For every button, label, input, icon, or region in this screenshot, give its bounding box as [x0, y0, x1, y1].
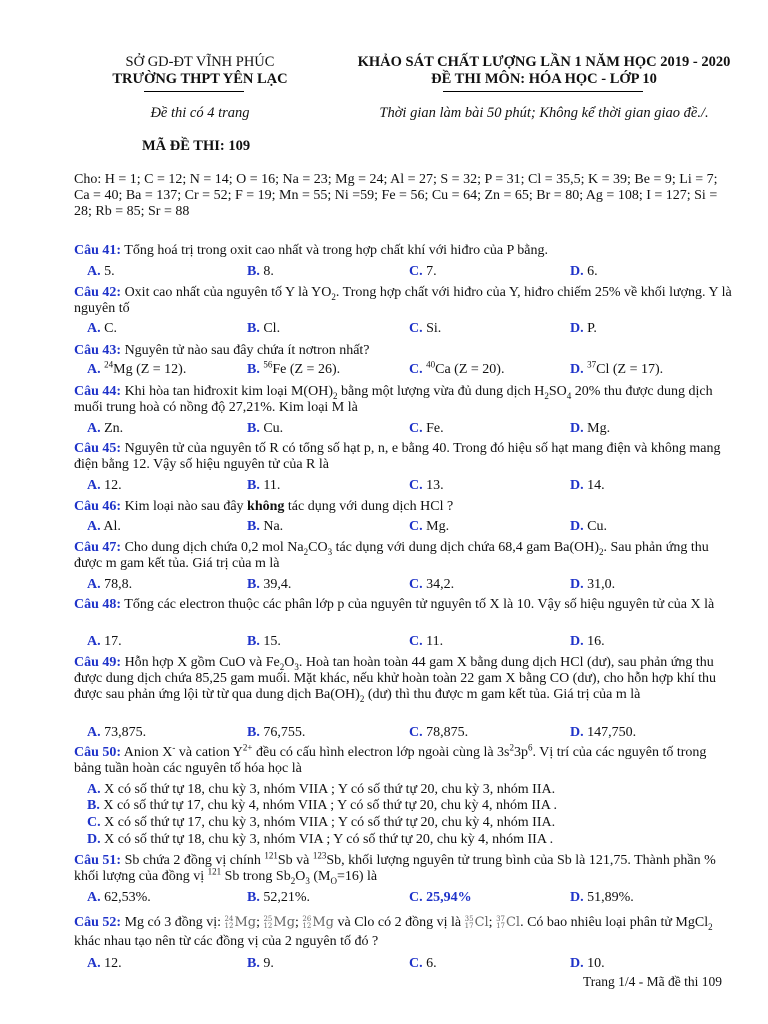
q42-option-c: C. Si.	[409, 321, 442, 336]
q48-option-c: C. 11.	[409, 634, 444, 649]
q49-option-a: A. 73,875.	[87, 725, 147, 740]
question-label: Câu 41:	[74, 243, 122, 258]
exam-code-label: MÃ ĐỀ THI	[142, 138, 220, 154]
q51-option-c: C. 25,94%	[409, 890, 472, 905]
q46-option-a: A. Al.	[87, 519, 121, 534]
q50-option-d: D. X có số thứ tự 18, chu kỳ 3, nhóm VIA ; Y có số thứ tự 20, chu kỳ 4, nhóm IIA .	[87, 832, 554, 847]
page-footer: Trang 1/4 - Mã đề thi 109	[583, 974, 722, 989]
q51-option-a: A. 62,53%.	[87, 890, 151, 905]
page-count-note: Đề thi có 4 trang	[150, 105, 250, 121]
question-42: Câu 42: Oxit cao nhất của nguyên tố Y là $YO_2$. Trong hợp chất với hiđro của Y, hiđro chiếm 25% về khối lượng. Y là nguyên tố	[74, 285, 732, 316]
q41-option-d: D. 6.	[570, 264, 598, 279]
q52-option-b: B. 9.	[247, 956, 274, 971]
department-name: SỞ GD-ĐT VĨNH PHÚC	[125, 54, 275, 70]
q47-option-a: A. 78,8.	[87, 577, 133, 592]
q43-option-d: D. $^{37}$Cl (Z = 17).	[570, 359, 664, 377]
q45-option-a: A. 12.	[87, 478, 122, 493]
exam-title: KHẢO SÁT CHẤT LƯỢNG LẦN 1 NĂM HỌC 2019 - 2020	[357, 54, 731, 70]
q48-option-d: D. 16.	[570, 634, 605, 649]
q46-option-b: B. Na.	[247, 519, 284, 534]
question-text: Tổng hoá trị trong oxit cao nhất và trong hợp chất khí với hiđro của P bằng.	[121, 243, 549, 258]
isotope-notation: 24 12 Mg	[224, 914, 257, 930]
q51-option-d: D. 51,89%.	[570, 890, 634, 905]
q52-option-d: D. 10.	[570, 956, 605, 971]
q44-option-d: D. Mg.	[570, 421, 611, 436]
question-43: Câu 43: Nguyên tử nào sau đây chứa ít nơtron nhất?	[74, 343, 370, 358]
q47-option-c: C. 34,2.	[409, 577, 455, 592]
q47-option-d: D. 31,0.	[570, 577, 616, 592]
isotope-notation: 37 17 Cl	[496, 914, 521, 930]
q50-option-c: C. X có số thứ tự 17, chu kỳ 3, nhóm VIIA ; Y có số thứ tự 20, chu kỳ 4, nhóm IIA.	[87, 815, 556, 830]
header-divider-left	[144, 91, 244, 92]
q47-option-b: B. 39,4.	[247, 577, 292, 592]
header-divider-right	[443, 91, 643, 92]
q46-option-d: D. Cu.	[570, 519, 607, 534]
q52-option-a: A. 12.	[87, 956, 122, 971]
q45-option-d: D. 14.	[570, 478, 605, 493]
cl-isotopes: 35 17 Cl; 37 17 Cl	[464, 914, 521, 930]
exam-subject: ĐỀ THI MÔN: HÓA HỌC - LỚP 10	[431, 71, 657, 87]
question-51: Câu 51: Sb chứa 2 đồng vị chính $^{121}$Sb và $^{123}$Sb, khối lượng nguyên tử trung bình của Sb là 121,75. Thành phần % khối lượng của đồng vị $^{121}$ Sb trong $Sb_2O_3$ $(M_O=16)$ là	[74, 850, 716, 886]
q48-option-b: B. 15.	[247, 634, 281, 649]
question-45: Câu 45: Nguyên tử của nguyên tố R có tổng số hạt p, n, e bằng 40. Trong đó hiệu số hạt mang điện và không mang điện bằng 12. Vậy số hiệu nguyên tử của R là	[74, 441, 721, 472]
q44-option-a: A. Zn.	[87, 421, 124, 436]
q45-option-c: C. 13.	[409, 478, 444, 493]
question-50: Câu 50: Anion X- và cation $Y^{2+}$ đều có cấu hình electron lớp ngoài cùng là $3s^23p^6$. Vị trí của các nguyên tố trong bảng tuần hoàn các nguyên tố hóa học là	[74, 742, 707, 776]
exam-code	[142, 138, 250, 155]
atomic-masses: Cho: H = 1; C = 12; N = 14; O = 16; Na = 23; Mg = 24; Al = 27; S = 32; P = 31; Cl = 35,5; K = 39; Be = 9; Li = 7; Ca = 40; Ba = 137; Cr = 52; F = 19; Mn = 55; Ni =59; Fe = 56; Cu = 64; Zn = 65; Br = 80; Ag = 108; I = 127; Si = 28; Rb = 85; Sr = 88	[74, 172, 718, 219]
q52-option-c: C. 6.	[409, 956, 437, 971]
q50-option-b: B. X có số thứ tự 17, chu kỳ 4, nhóm VIIA ; Y có số thứ tự 20, chu kỳ 4, nhóm IIA .	[87, 798, 558, 813]
q49-option-c: C. 78,875.	[409, 725, 469, 740]
q45-option-b: B. 11.	[247, 478, 281, 493]
q46-option-c: C. Mg.	[409, 519, 450, 534]
isotope-notation: 25 12 Mg	[263, 914, 296, 930]
isotope-notation: 35 17 Cl	[464, 914, 489, 930]
question-44: Câu 44: Khi hòa tan hiđroxit kim loại $M(OH)_2$ bằng một lượng vừa đủ dung dịch $H_2SO_4$ 20% thu được dung dịch muối trung hoà có nồng độ 27,21%. Kim loại M là	[74, 384, 713, 415]
q43-option-b: B. $^{56}$Fe (Z = 26).	[247, 359, 341, 377]
question-46: Câu 46: Kim loại nào sau đây không tác dụng với dung dịch HCl ?	[74, 499, 454, 514]
question-41	[74, 243, 734, 259]
q41-option-c: C. 7.	[409, 264, 437, 279]
q43-option-a: A. $^{24}$Mg (Z = 12).	[87, 359, 187, 377]
question-52: Câu 52: Mg có 3 đồng vị: 24 12 Mg; 25 12 Mg; 26 12 Mg và Clo có 2 đồng vị là 35 17 Cl; 37 17 Cl. Có bao nhiêu loại phân tử MgCl$_2$ khác nhau tạo nên từ các đồng vị của 2 nguyên tố đó ?	[74, 914, 713, 949]
mg-isotopes: 24 12 Mg; 25 12 Mg; 26 12 Mg	[224, 914, 334, 930]
school-name: TRƯỜNG THPT YÊN LẠC	[112, 71, 288, 87]
question-49: Câu 49: Hỗn hợp X gồm CuO và $Fe_2O_3$. Hoà tan hoàn toàn 44 gam X bằng dung dịch HCl (dư), sau phản ứng thu được dung dịch chứa 85,25 gam muối. Mặt khác, nếu khử hoàn toàn 22 gam X bằng CO (dư), cho hỗn hợp khí thu được sau phản ứng lội từ từ qua dung dịch $Ba(OH)_2$ (dư) thì thu được m gam kết tủa. Giá trị của m là	[74, 655, 716, 704]
q41-option-b: B. 8.	[247, 264, 274, 279]
q43-option-c: C. $^{40}$Ca (Z = 20).	[409, 359, 505, 377]
q49-option-d: D. 147,750.	[570, 725, 637, 740]
q42-option-d: D. P.	[570, 321, 597, 336]
q41-option-a: A. 5.	[87, 264, 115, 279]
question-48: Câu 48: Tổng các electron thuộc các phân lớp p của nguyên tử nguyên tố X là 10. Vậy số hiệu nguyên tử của X là	[74, 597, 715, 612]
q44-option-b: B. Cu.	[247, 421, 284, 436]
exam-code-value: : 109	[219, 138, 251, 154]
q48-option-a: A. 17.	[87, 634, 122, 649]
isotope-notation: 26 12 Mg	[302, 914, 334, 930]
q50-option-a: A. X có số thứ tự 18, chu kỳ 3, nhóm VIIA ; Y có số thứ tự 20, chu kỳ 3, nhóm IIA.	[87, 782, 556, 797]
q42-option-a: A. C.	[87, 321, 117, 336]
q49-option-b: B. 76,755.	[247, 725, 306, 740]
question-47: Câu 47: Cho dung dịch chứa 0,2 mol $Na_2CO_3$ tác dụng với dung dịch chứa 68,4 gam $Ba(OH)_2$. Sau phản ứng thu được m gam kết tủa. Giá trị của m là	[74, 540, 709, 571]
exam-time: Thời gian làm bài 50 phút; Không kể thời gian giao đề./.	[379, 105, 709, 121]
q44-option-c: C. Fe.	[409, 421, 444, 436]
q42-option-b: B. Cl.	[247, 321, 281, 336]
q51-option-b: B. 52,21%.	[247, 890, 311, 905]
